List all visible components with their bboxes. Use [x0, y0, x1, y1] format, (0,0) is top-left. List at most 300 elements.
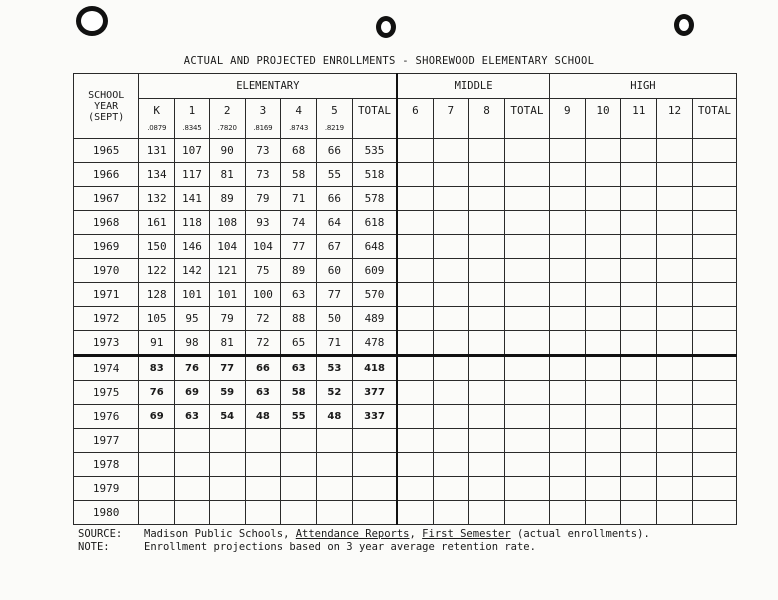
binder-hole — [674, 14, 694, 36]
enrollment-cell: 618 — [352, 211, 397, 235]
empty-cell — [397, 211, 433, 235]
empty-cell — [692, 283, 736, 307]
empty-cell — [585, 381, 621, 405]
elementary-col-header: 3 .8169 — [245, 99, 281, 139]
empty-cell — [504, 501, 549, 525]
table-row — [74, 259, 737, 283]
enrollment-cell: 95 — [175, 307, 210, 331]
empty-cell — [433, 187, 469, 211]
enrollment-cell: 489 — [352, 307, 397, 331]
enrollment-cell — [281, 429, 317, 453]
empty-cell — [469, 356, 505, 381]
empty-cell — [549, 163, 585, 187]
table-row — [74, 187, 737, 211]
empty-cell — [469, 187, 505, 211]
empty-cell — [585, 307, 621, 331]
enrollment-cell: 67 — [317, 235, 353, 259]
empty-cell — [469, 501, 505, 525]
empty-cell — [433, 381, 469, 405]
enrollment-cell — [175, 429, 210, 453]
enrollment-cell — [175, 453, 210, 477]
enrollment-cell — [175, 501, 210, 525]
empty-cell — [621, 405, 657, 429]
enrollment-cell — [209, 453, 245, 477]
enrollment-cell: 74 — [281, 211, 317, 235]
empty-cell — [549, 477, 585, 501]
enrollment-cell: 535 — [352, 139, 397, 163]
enrollment-cell: 108 — [209, 211, 245, 235]
empty-cell — [469, 283, 505, 307]
enrollment-cell — [245, 501, 281, 525]
empty-cell — [692, 163, 736, 187]
empty-cell — [433, 259, 469, 283]
empty-cell — [657, 405, 693, 429]
empty-cell — [549, 501, 585, 525]
enrollment-cell — [209, 429, 245, 453]
enrollment-cell: 121 — [209, 259, 245, 283]
enrollment-cell: 55 — [281, 405, 317, 429]
empty-cell — [657, 211, 693, 235]
enrollment-cell: 68 — [281, 139, 317, 163]
enrollment-cell: 58 — [281, 163, 317, 187]
enrollment-cell: 72 — [245, 331, 281, 356]
empty-cell — [504, 163, 549, 187]
enrollment-cell: 161 — [139, 211, 175, 235]
empty-cell — [433, 283, 469, 307]
enrollment-cell: 104 — [245, 235, 281, 259]
enrollment-cell: 105 — [139, 307, 175, 331]
empty-cell — [621, 139, 657, 163]
empty-cell — [433, 356, 469, 381]
empty-cell — [549, 283, 585, 307]
high-col-header: 9 — [549, 99, 585, 139]
enrollment-cell: 132 — [139, 187, 175, 211]
year-cell: 1973 — [74, 331, 139, 356]
empty-cell — [585, 331, 621, 356]
empty-cell — [657, 283, 693, 307]
empty-cell — [692, 381, 736, 405]
empty-cell — [504, 283, 549, 307]
empty-cell — [504, 405, 549, 429]
empty-cell — [692, 259, 736, 283]
high-col-header: 10 — [585, 99, 621, 139]
enrollment-cell — [317, 429, 353, 453]
enrollment-cell: 69 — [175, 381, 210, 405]
enrollment-cell: 77 — [209, 356, 245, 381]
enrollment-cell: 63 — [175, 405, 210, 429]
empty-cell — [549, 259, 585, 283]
enrollment-cell: 66 — [317, 187, 353, 211]
enrollment-cell — [352, 429, 397, 453]
empty-cell — [657, 235, 693, 259]
empty-cell — [585, 429, 621, 453]
empty-cell — [397, 453, 433, 477]
empty-cell — [621, 453, 657, 477]
enrollment-cell: 48 — [245, 405, 281, 429]
empty-cell — [397, 405, 433, 429]
empty-cell — [657, 331, 693, 356]
empty-cell — [621, 187, 657, 211]
high-col-header: 12 — [657, 99, 693, 139]
empty-cell — [549, 307, 585, 331]
empty-cell — [469, 429, 505, 453]
retention-rate: .0879 — [147, 124, 167, 132]
enrollment-cell: 66 — [317, 139, 353, 163]
elementary-col-header: 1 .8345 — [175, 99, 210, 139]
empty-cell — [585, 259, 621, 283]
enrollment-cell: 79 — [209, 307, 245, 331]
enrollment-cell: 64 — [317, 211, 353, 235]
empty-cell — [692, 453, 736, 477]
school-year-header: SCHOOL YEAR (SEPT) — [74, 74, 139, 139]
empty-cell — [657, 259, 693, 283]
enrollment-cell: 104 — [209, 235, 245, 259]
empty-cell — [504, 235, 549, 259]
empty-cell — [504, 139, 549, 163]
source-note: SOURCE: Madison Public Schools, Attendance Reports, First Semester (actual enrollments). — [78, 528, 650, 540]
enrollment-cell — [317, 477, 353, 501]
empty-cell — [433, 429, 469, 453]
middle-col-header: 7 — [433, 99, 469, 139]
empty-cell — [433, 331, 469, 356]
table-row — [74, 356, 737, 381]
empty-cell — [469, 139, 505, 163]
enrollment-cell: 90 — [209, 139, 245, 163]
table-row — [74, 331, 737, 356]
empty-cell — [549, 235, 585, 259]
empty-cell — [692, 211, 736, 235]
empty-cell — [657, 381, 693, 405]
empty-cell — [433, 235, 469, 259]
empty-cell — [621, 477, 657, 501]
binder-hole — [76, 6, 108, 36]
empty-cell — [692, 187, 736, 211]
enrollment-cell: 54 — [209, 405, 245, 429]
empty-cell — [504, 453, 549, 477]
enrollment-cell: 60 — [317, 259, 353, 283]
empty-cell — [657, 356, 693, 381]
empty-cell — [504, 477, 549, 501]
table-row — [74, 307, 737, 331]
table-row — [74, 283, 737, 307]
enrollment-cell — [281, 453, 317, 477]
table-row — [74, 453, 737, 477]
enrollment-cell: 73 — [245, 139, 281, 163]
table-row — [74, 139, 737, 163]
enrollment-cell: 146 — [175, 235, 210, 259]
enrollment-cell: 81 — [209, 331, 245, 356]
empty-cell — [504, 381, 549, 405]
empty-cell — [504, 307, 549, 331]
empty-cell — [549, 187, 585, 211]
enrollment-cell: 141 — [175, 187, 210, 211]
enrollment-cell: 71 — [317, 331, 353, 356]
empty-cell — [692, 477, 736, 501]
middle-col-header: TOTAL — [504, 99, 549, 139]
elementary-col-header: K .0879 — [139, 99, 175, 139]
elementary-col-header: 4 .8743 — [281, 99, 317, 139]
enrollment-cell: 134 — [139, 163, 175, 187]
empty-cell — [504, 259, 549, 283]
empty-cell — [621, 381, 657, 405]
year-cell: 1965 — [74, 139, 139, 163]
retention-rate: .7820 — [217, 124, 237, 132]
enrollment-cell: 377 — [352, 381, 397, 405]
enrollment-cell — [245, 453, 281, 477]
empty-cell — [433, 163, 469, 187]
empty-cell — [621, 259, 657, 283]
empty-cell — [692, 307, 736, 331]
empty-cell — [585, 283, 621, 307]
empty-cell — [549, 331, 585, 356]
table-row — [74, 501, 737, 525]
enrollment-cell: 66 — [245, 356, 281, 381]
empty-cell — [585, 235, 621, 259]
empty-cell — [621, 429, 657, 453]
table-row — [74, 405, 737, 429]
enrollment-cell — [317, 501, 353, 525]
empty-cell — [657, 429, 693, 453]
enrollment-cell: 478 — [352, 331, 397, 356]
enrollment-cell: 53 — [317, 356, 353, 381]
enrollment-cell: 128 — [139, 283, 175, 307]
enrollment-cell — [317, 453, 353, 477]
empty-cell — [469, 405, 505, 429]
empty-cell — [549, 139, 585, 163]
empty-cell — [585, 453, 621, 477]
enrollment-cell: 131 — [139, 139, 175, 163]
enrollment-cell: 50 — [317, 307, 353, 331]
year-cell: 1972 — [74, 307, 139, 331]
empty-cell — [585, 501, 621, 525]
enrollment-cell — [352, 477, 397, 501]
empty-cell — [433, 477, 469, 501]
empty-cell — [621, 283, 657, 307]
high-col-header: 11 — [621, 99, 657, 139]
retention-rate: .8219 — [324, 124, 344, 132]
empty-cell — [549, 429, 585, 453]
enrollment-cell — [245, 429, 281, 453]
table-row — [74, 211, 737, 235]
empty-cell — [397, 307, 433, 331]
table-row — [74, 163, 737, 187]
middle-col-header: 6 — [397, 99, 433, 139]
empty-cell — [469, 235, 505, 259]
empty-cell — [692, 501, 736, 525]
elementary-col-header: TOTAL — [352, 99, 397, 139]
enrollment-cell: 337 — [352, 405, 397, 429]
year-cell: 1970 — [74, 259, 139, 283]
empty-cell — [692, 356, 736, 381]
elementary-col-header: 5 .8219 — [317, 99, 353, 139]
empty-cell — [692, 235, 736, 259]
empty-cell — [469, 211, 505, 235]
empty-cell — [549, 453, 585, 477]
empty-cell — [504, 429, 549, 453]
enrollment-cell — [281, 501, 317, 525]
enrollment-cell: 609 — [352, 259, 397, 283]
retention-rate: .8169 — [253, 124, 273, 132]
enrollment-cell: 142 — [175, 259, 210, 283]
empty-cell — [621, 307, 657, 331]
empty-cell — [585, 163, 621, 187]
empty-cell — [397, 187, 433, 211]
enrollment-cell: 77 — [317, 283, 353, 307]
year-cell: 1974 — [74, 356, 139, 381]
empty-cell — [469, 259, 505, 283]
enrollment-cell: 648 — [352, 235, 397, 259]
year-cell: 1976 — [74, 405, 139, 429]
enrollment-cell: 63 — [281, 356, 317, 381]
enrollment-cell: 570 — [352, 283, 397, 307]
empty-cell — [549, 405, 585, 429]
enrollment-cell: 89 — [281, 259, 317, 283]
enrollment-cell: 118 — [175, 211, 210, 235]
enrollment-cell: 59 — [209, 381, 245, 405]
enrollment-cell: 578 — [352, 187, 397, 211]
empty-cell — [621, 501, 657, 525]
table-row — [74, 235, 737, 259]
enrollment-cell: 55 — [317, 163, 353, 187]
year-cell: 1968 — [74, 211, 139, 235]
empty-cell — [433, 307, 469, 331]
year-cell: 1977 — [74, 429, 139, 453]
enrollment-cell: 63 — [281, 283, 317, 307]
binder-hole — [376, 16, 396, 38]
enrollment-cell — [175, 477, 210, 501]
enrollment-cell — [139, 453, 175, 477]
empty-cell — [585, 187, 621, 211]
empty-cell — [504, 187, 549, 211]
enrollment-cell: 58 — [281, 381, 317, 405]
year-cell: 1967 — [74, 187, 139, 211]
year-cell: 1975 — [74, 381, 139, 405]
enrollment-cell: 65 — [281, 331, 317, 356]
empty-cell — [585, 356, 621, 381]
empty-cell — [469, 453, 505, 477]
empty-cell — [397, 283, 433, 307]
empty-cell — [397, 356, 433, 381]
empty-cell — [433, 453, 469, 477]
table-row — [74, 429, 737, 453]
empty-cell — [585, 211, 621, 235]
empty-cell — [692, 405, 736, 429]
year-cell: 1969 — [74, 235, 139, 259]
middle-col-header: 8 — [469, 99, 505, 139]
empty-cell — [397, 163, 433, 187]
table-row — [74, 477, 737, 501]
empty-cell — [504, 356, 549, 381]
enrollment-cell: 72 — [245, 307, 281, 331]
empty-cell — [585, 477, 621, 501]
enrollment-cell: 48 — [317, 405, 353, 429]
empty-cell — [657, 477, 693, 501]
empty-cell — [397, 381, 433, 405]
year-cell: 1979 — [74, 477, 139, 501]
empty-cell — [549, 381, 585, 405]
year-cell: 1980 — [74, 501, 139, 525]
empty-cell — [621, 163, 657, 187]
empty-cell — [621, 331, 657, 356]
empty-cell — [657, 139, 693, 163]
enrollment-cell: 518 — [352, 163, 397, 187]
empty-cell — [657, 501, 693, 525]
enrollment-cell: 101 — [209, 283, 245, 307]
empty-cell — [469, 331, 505, 356]
retention-rate: .8743 — [289, 124, 309, 132]
empty-cell — [657, 307, 693, 331]
empty-cell — [469, 381, 505, 405]
year-cell: 1978 — [74, 453, 139, 477]
enrollment-cell: 107 — [175, 139, 210, 163]
enrollment-cell: 418 — [352, 356, 397, 381]
enrollment-cell: 79 — [245, 187, 281, 211]
high-col-header: TOTAL — [692, 99, 736, 139]
empty-cell — [657, 453, 693, 477]
empty-cell — [657, 163, 693, 187]
empty-cell — [469, 477, 505, 501]
enrollment-cell: 76 — [139, 381, 175, 405]
enrollment-cell: 75 — [245, 259, 281, 283]
enrollment-cell — [245, 477, 281, 501]
empty-cell — [621, 356, 657, 381]
elementary-group-header: ELEMENTARY — [139, 74, 397, 99]
enrollment-table — [73, 73, 737, 525]
high-group-header: HIGH — [549, 74, 736, 99]
enrollment-cell: 52 — [317, 381, 353, 405]
enrollment-cell — [209, 477, 245, 501]
empty-cell — [433, 139, 469, 163]
enrollment-cell: 71 — [281, 187, 317, 211]
empty-cell — [397, 477, 433, 501]
empty-cell — [621, 211, 657, 235]
enrollment-cell: 91 — [139, 331, 175, 356]
empty-cell — [692, 331, 736, 356]
middle-group-header: MIDDLE — [397, 74, 549, 99]
enrollment-cell — [139, 429, 175, 453]
empty-cell — [504, 331, 549, 356]
enrollment-cell: 88 — [281, 307, 317, 331]
enrollment-cell: 150 — [139, 235, 175, 259]
enrollment-cell: 63 — [245, 381, 281, 405]
enrollment-cell: 89 — [209, 187, 245, 211]
enrollment-cell — [352, 453, 397, 477]
empty-cell — [397, 235, 433, 259]
enrollment-cell: 93 — [245, 211, 281, 235]
empty-cell — [657, 187, 693, 211]
enrollment-cell: 77 — [281, 235, 317, 259]
empty-cell — [549, 356, 585, 381]
empty-cell — [433, 501, 469, 525]
enrollment-cell — [139, 501, 175, 525]
empty-cell — [504, 211, 549, 235]
enrollment-cell: 69 — [139, 405, 175, 429]
table-row — [74, 381, 737, 405]
enrollment-cell — [352, 501, 397, 525]
enrollment-cell: 81 — [209, 163, 245, 187]
page-title: ACTUAL AND PROJECTED ENROLLMENTS - SHOREWOOD ELEMENTARY SCHOOL — [183, 55, 595, 67]
year-cell: 1966 — [74, 163, 139, 187]
enrollment-cell: 101 — [175, 283, 210, 307]
elementary-col-header: 2 .7820 — [209, 99, 245, 139]
empty-cell — [585, 139, 621, 163]
empty-cell — [469, 163, 505, 187]
empty-cell — [621, 235, 657, 259]
enrollment-cell — [139, 477, 175, 501]
empty-cell — [469, 307, 505, 331]
year-cell: 1971 — [74, 283, 139, 307]
enrollment-cell — [209, 501, 245, 525]
